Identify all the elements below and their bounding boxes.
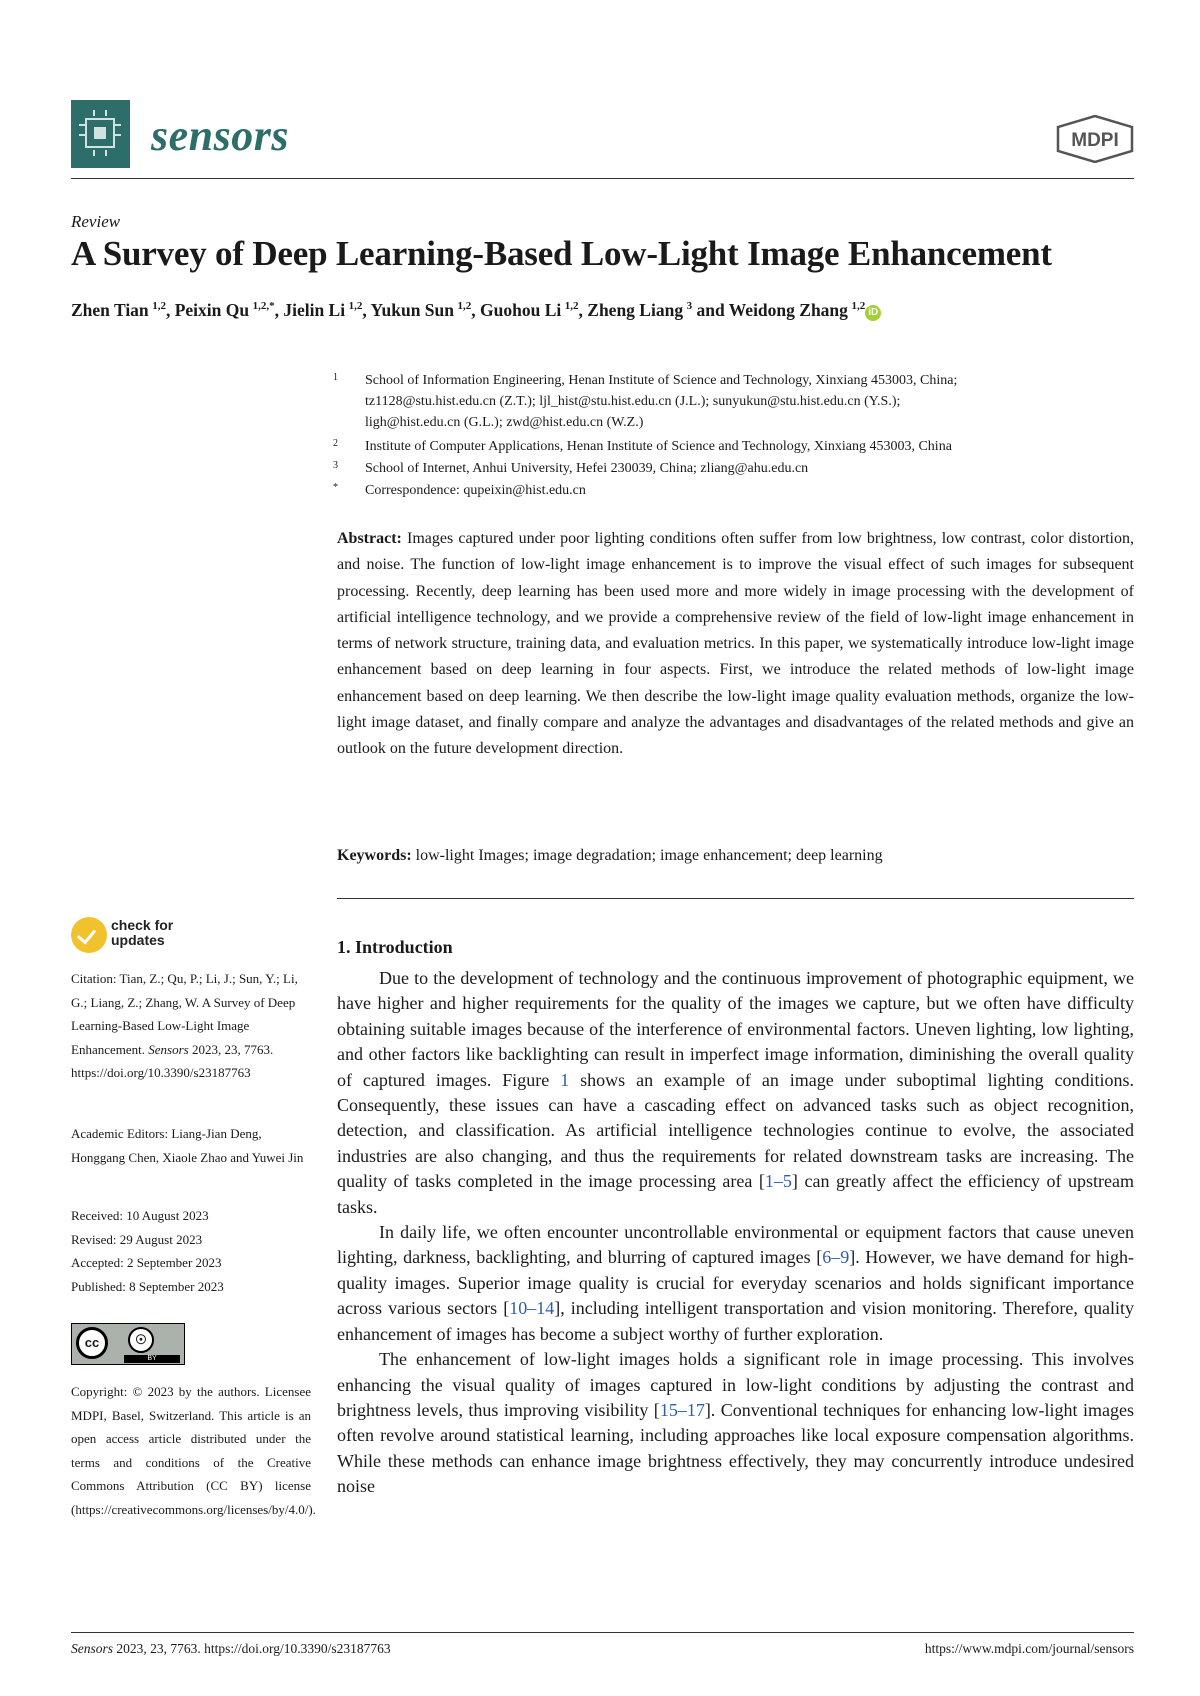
paragraph: Due to the development of technology and the continuous improvement of photographic equipment, we have higher and higher requirements for the quality of the images we capture, but we often have difficulty obtaining suitable images because of the interference of environmental factors. Uneven lighting, low lighting, and other factors like backlighting can result in imperfect image information, diminishing the overall quality of captured images. Figure 1 shows an example of an image under suboptimal lighting conditions. Consequently, these issues can have a cascading effect on advanced tasks such as object recognition, detection, and classification. As artificial intelligence technologies continue to evolve, the associated industries are also changing, and thus the requirements for related downstream tasks are increasing. The quality of tasks completed in the image processing area [1–5] can greatly affect the efficiency of upstream tasks.	[337, 968, 1135, 1217]
author-name: Guohou Li	[480, 300, 562, 320]
academic-editors: Academic Editors: Liang-Jian Deng, Honggang Chen, Xiaole Zhao and Yuwei Jin	[71, 1126, 304, 1165]
copyright-notice: Copyright: © 2023 by the authors. Licensee MDPI, Basel, Switzerland. This article is an open access article distributed under the terms and conditions of the Creative Commons Attribution (CC BY) license (https://creativecommons.org/licenses/by/4.0/).	[71, 1384, 316, 1517]
chip-icon	[71, 100, 130, 168]
check-for-updates-badge[interactable]: check for updates	[71, 917, 191, 957]
author-list: Zhen Tian $^{1,2}$, Peixin Qu $^{1,2,*}$, Jielin Li $^{1,2}$, Yukun Sun $^{1,2}$, Guohou Li $^{1,2}$, Zheng Liang $^3$ and Weidong Zhang $^{1,2}$iD	[71, 300, 881, 321]
citation-link[interactable]: 1–5	[764, 1171, 792, 1192]
journal-name[interactable]: sensors	[151, 111, 289, 160]
footer-citation: Sensors 2023, 23, 7763. https://doi.org/10.3390/s23187763	[71, 1641, 391, 1656]
author-name: Zheng Liang	[587, 300, 684, 320]
figure-link[interactable]: 1	[560, 1069, 570, 1090]
keywords-text: low-light Images; image degradation; image enhancement; deep learning	[415, 847, 883, 864]
affiliation-1: 1 School of Information Engineering, Henan Institute of Science and Technology, Xinxiang 453003, China; tz1128@stu.hist.edu.cn (Z.T.); ljl_hist@stu.hist.edu.cn (J.L.); sunyukun@stu.hist.edu.cn (Y.S.); ligh@hist.edu.cn (G.L.); zwd@hist.edu.cn (W.Z.)	[333, 372, 958, 430]
article-type: Review	[71, 212, 121, 231]
correspondence: * Correspondence: qupeixin@hist.edu.cn	[333, 482, 586, 498]
section-heading: 1. Introduction	[337, 937, 453, 957]
author-name: Weidong Zhang	[728, 300, 848, 320]
header-rule	[71, 178, 1134, 179]
author-name: Peixin Qu	[174, 300, 250, 320]
footer-rule	[71, 1632, 1134, 1633]
author-name: Jielin Li	[283, 300, 346, 320]
keywords-label: Keywords:	[337, 847, 412, 864]
abstract-label: Abstract:	[337, 530, 402, 547]
article-title: A Survey of Deep Learning-Based Low-Light Image Enhancement	[71, 234, 1052, 273]
journal-header	[71, 100, 1134, 180]
orcid-icon[interactable]: iD	[865, 305, 881, 321]
mdpi-logo[interactable]	[1056, 115, 1134, 163]
publication-dates: Received: 10 August 2023 Revised: 29 August 2023 Accepted: 2 September 2023 Published: 8 September 2023	[71, 1208, 224, 1294]
citation-link[interactable]: 10–14	[509, 1298, 555, 1319]
abstract	[337, 526, 1134, 763]
svg-text:MDPI: MDPI	[1071, 130, 1119, 151]
affiliation-2: 2 Institute of Computer Applications, Henan Institute of Science and Technology, Xinxiang 453003, China	[333, 438, 952, 454]
checkmark-icon	[71, 917, 107, 953]
citation-link[interactable]: 6–9	[822, 1247, 850, 1268]
abstract-text: Images captured under poor lighting conditions often suffer from low brightness, low contrast, color distortion, and noise. The function of low-light image enhancement is to improve the visual effect of such images for subsequent processing. Recently, deep learning has been used more and more widely in image processing with the development of artificial intelligence technology, and we provide a comprehensive review of the field of low-light image enhancement in terms of network structure, training data, and evaluation metrics. In this paper, we systematically introduce low-light image enhancement based on deep learning in four aspects. First, we introduce the related methods of low-light image enhancement based on deep learning. We then describe the low-light image quality evaluation methods, organize the low-light image dataset, and finally compare and analyze the advantages and disadvantages of the related methods and give an outlook on the future development direction.	[337, 530, 1134, 758]
author-name: Yukun Sun	[370, 300, 455, 320]
cc-by-icon[interactable]: cc ☉ BY	[71, 1323, 185, 1365]
author-name: Zhen Tian	[71, 300, 149, 320]
citation-link[interactable]: 15–17	[659, 1399, 705, 1420]
body-text	[337, 966, 1134, 1500]
paragraph: In daily life, we often encounter uncontrollable environmental or equipment factors that cause uneven lighting, darkness, backlighting, and blurring of captured images [6–9]. However, we have demand for high-quality images. Superior image quality is crucial for everyday scenarios and holds significant importance across various sectors [10–14], including intelligent transportation and vision monitoring. Therefore, quality enhancement of images has become a subject worthy of further exploration.	[337, 1222, 1134, 1344]
abstract-rule	[337, 898, 1134, 899]
citation: Citation: Tian, Z.; Qu, P.; Li, J.; Sun, Y.; Li, G.; Liang, Z.; Zhang, W. A Survey of Deep Learning-Based Low-Light Image Enhancement. Sensors 2023, 23, 7763. https://doi.org/10.3390/s23187763	[71, 971, 298, 1080]
paragraph: The enhancement of low-light images holds a significant role in image processing. This involves enhancing the visual quality of images captured in low-light conditions by adjusting the contrast and brightness levels, thus improving visibility [15–17]. Conventional techniques for enhancing low-light images often revolve around statistical learning, including approaches like local exposure compensation algorithms. While these methods can enhance image brightness effectively, they may concurrently introduce undesired noise	[337, 1349, 1134, 1497]
footer-journal-url[interactable]: https://www.mdpi.com/journal/sensors	[924, 1641, 1134, 1656]
affiliation-3: 3 School of Internet, Anhui University, Hefei 230039, China; zliang@ahu.edu.cn	[333, 460, 809, 476]
keywords	[337, 847, 1134, 865]
